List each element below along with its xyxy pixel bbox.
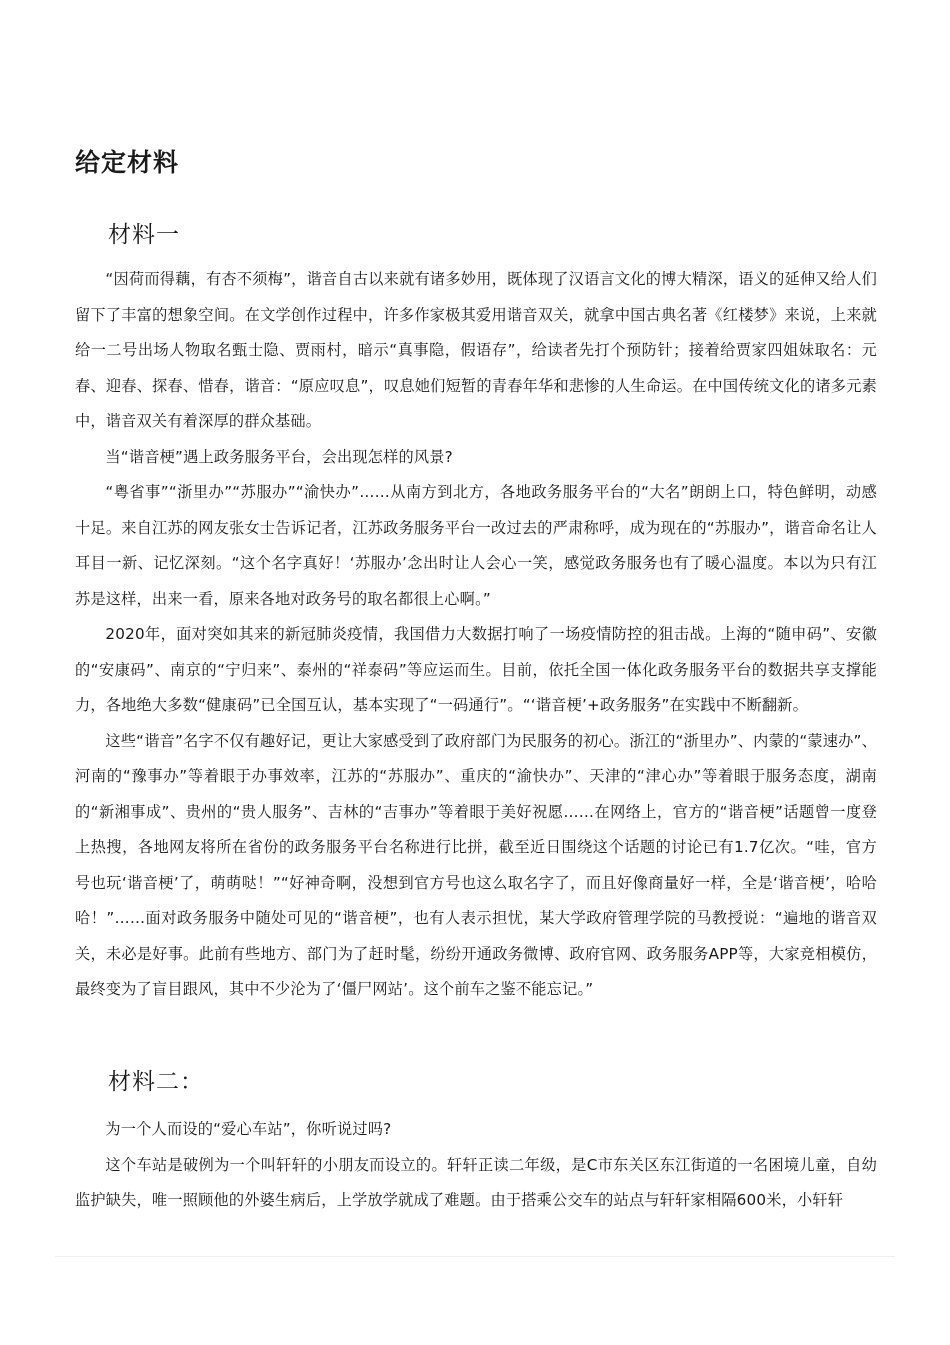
paragraph: “粤省事”“浙里办”“苏服办”“渝快办”……从南方到北方，各地政务服务平台的“大名”朗朗上口，特色鲜明，动感十足。来自江苏的网友张女士告诉记者，江苏政务服务平台一改过去的严肃称呼，成为现在的“苏服办”，谐音命名让人耳目一新、记忆深刻。“这个名字真好！‘苏服办’念出时让人会心一笑，感觉政务服务也有了暖心温度。本以为只有江苏是这样，出来一看，原来各地对政务号的取名都很上心啊。” (75, 483, 877, 608)
section-body-material-1 (75, 262, 877, 1008)
section-title-material-1: 材料一 (108, 222, 180, 248)
paragraph: 为一个人而设的“爱心车站”，你听说过吗? (105, 1120, 392, 1138)
section-body-material-2 (75, 1112, 877, 1219)
paragraph: 2020年，面对突如其来的新冠肺炎疫情，我国借力大数据打响了一场疫情防控的狙击战。上海的“随申码”、安徽的“安康码”、南京的“宁归来”、泰州的“祥泰码”等应运而生。目前，依托全国一体化政务服务平台的数据共享支撑能力，各地绝大多数“健康码”已全国互认，基本实现了“一码通行”。“‘谐音梗’+政务服务”在实践中不断翻新。 (75, 625, 877, 714)
section-title-material-2: 材料二： (108, 1069, 204, 1095)
paragraph: 这个车站是破例为一个叫轩轩的小朋友而设立的。轩轩正读二年级，是C市东关区东江街道的一名困境儿童，自幼监护缺失，唯一照顾他的外婆生病后，上学放学就成了难题。由于搭乘公交车的站点与轩轩家相隔600米，小轩轩 (75, 1155, 877, 1209)
paragraph: 这些“谐音”名字不仅有趣好记，更让大家感受到了政府部门为民服务的初心。浙江的“浙里办”、内蒙的“蒙速办”、河南的“豫事办”等着眼于办事效率，江苏的“苏服办”、重庆的“渝快办”、天津的“津心办”等着眼于服务态度，湖南的“新湘事成”、贵州的“贵人服务”、吉林的“吉事办”等着眼于美好祝愿……在网络上，官方的“谐音梗”话题曾一度登上热搜，各地网友将所在省份的政务服务平台名称进行比拼，截至近日围绕这个话题的讨论已有1.7亿次。“哇，官方号也玩‘谐音梗’了，萌萌哒！”“好神奇啊，没想到官方号也这么取名字了，而且好像商量好一样，全是‘谐音梗’，哈哈哈！”……面对政务服务中随处可见的“谐音梗”，也有人表示担忧，某大学政府管理学院的马教授说：“遍地的谐音双关，未必是好事。此前有些地方、部门为了赶时髦，纷纷开通政务微博、政府官网、政务服务APP等，大家竞相模仿，最终变为了盲目跟风，其中不少沦为了‘僵尸网站’。这个前车之鉴不能忘记。” (75, 731, 878, 998)
document-title: 给定材料 (75, 148, 180, 177)
paragraph: 当“谐音梗”遇上政务服务平台，会出现怎样的风景? (105, 447, 453, 466)
page-divider (55, 1256, 895, 1257)
paragraph: “因荷而得藕，有杏不须梅”，谐音自古以来就有诸多妙用，既体现了汉语言文化的博大精深，语义的延伸又给人们留下了丰富的想象空间。在文学创作过程中，许多作家极其爱用谐音双关，就拿中国古典名著《红楼梦》来说，上来就给一二号出场人物取名甄士隐、贾雨村，暗示“真事隐，假语存”，给读者先打个预防针；接着给贾家四姐妹取名：元春、迎春、探春、惜春，谐音：“原应叹息”，叹息她们短暂的青春年华和悲惨的人生命运。在中国传统文化的诸多元素中，谐音双关有着深厚的群众基础。 (75, 270, 877, 430)
